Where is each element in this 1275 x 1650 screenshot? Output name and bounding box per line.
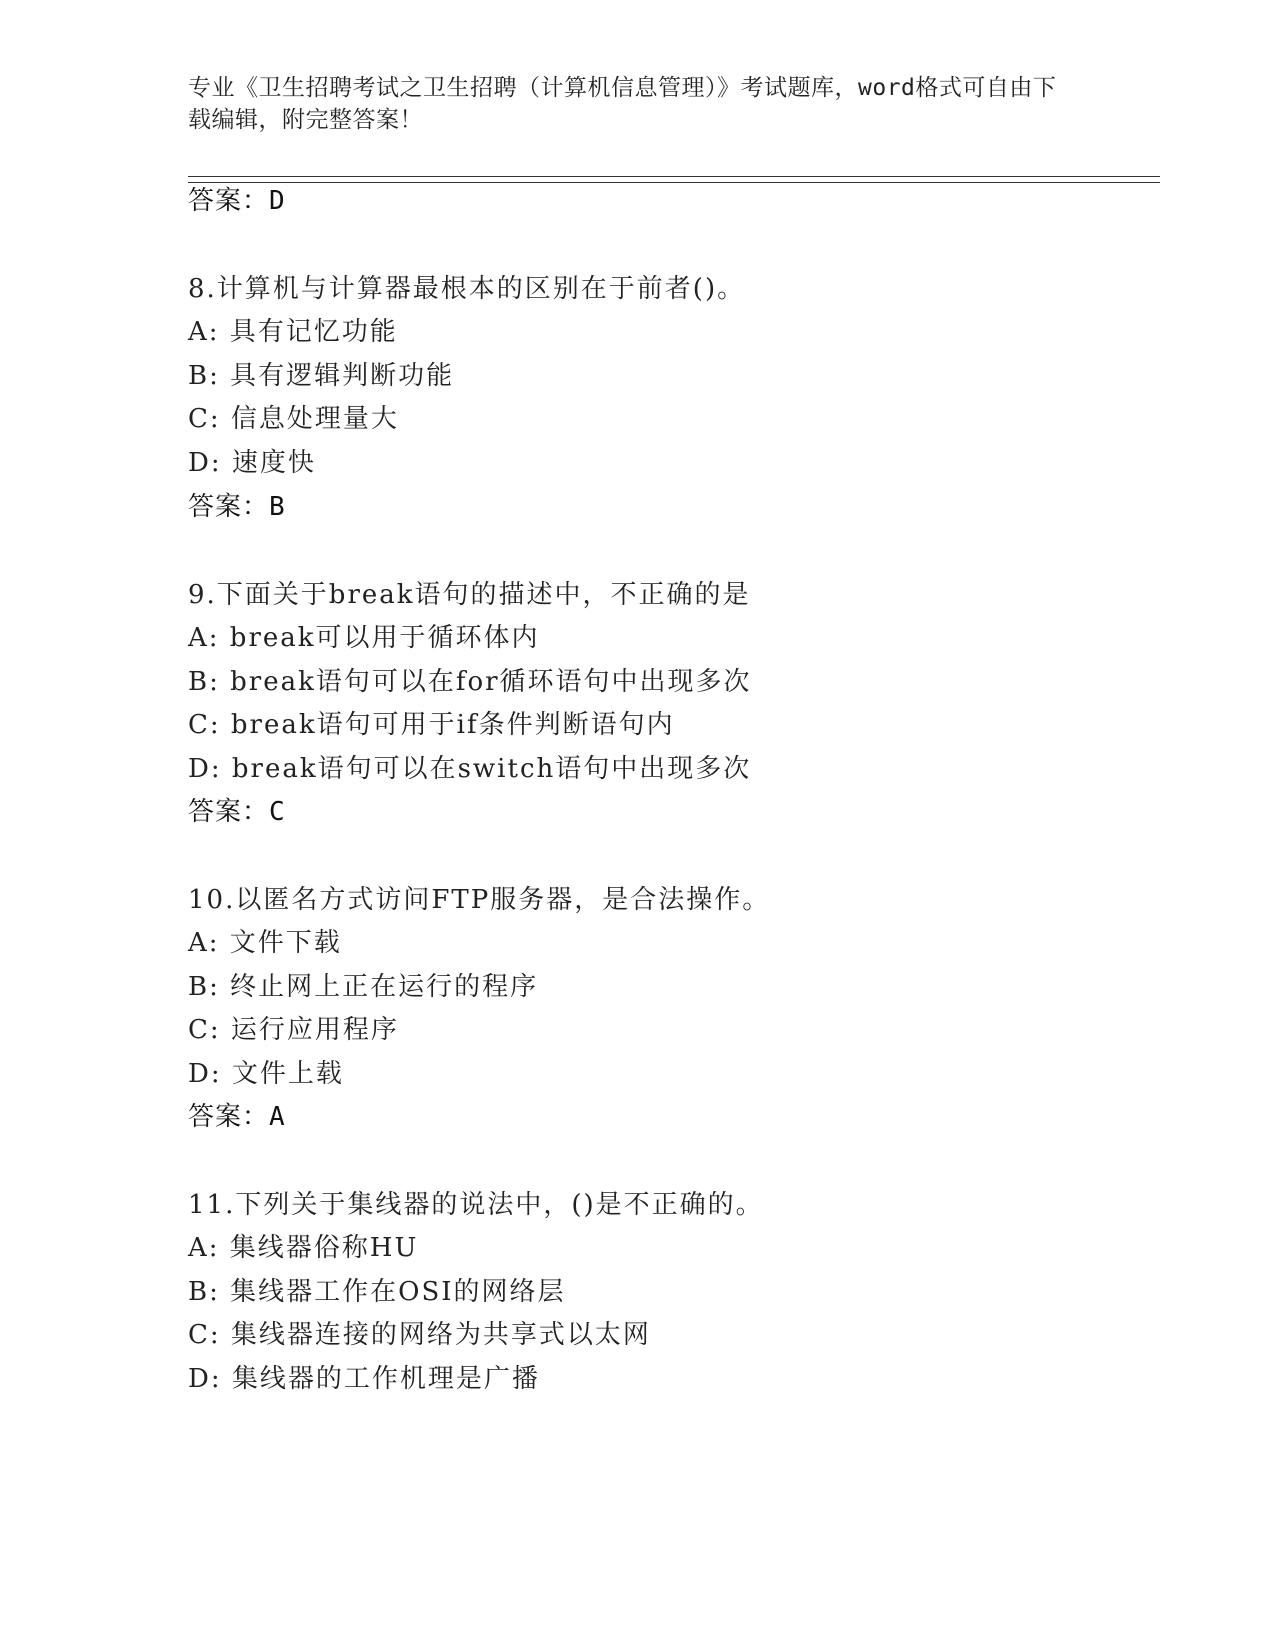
question-stem: 10.以匿名方式访问FTP服务器，是合法操作。 — [188, 885, 771, 915]
answer: 答案：C — [188, 797, 286, 827]
option-c: C: 集线器连接的网络为共享式以太网 — [188, 1320, 651, 1350]
option-a: A: 集线器俗称HU — [188, 1233, 419, 1263]
option-b: B: break语句可以在for循环语句中出现多次 — [188, 667, 752, 697]
answer-previous: 答案：D — [188, 186, 286, 216]
answer: 答案：A — [188, 1102, 286, 1132]
question-stem: 9.下面关于break语句的描述中，不正确的是 — [188, 580, 751, 610]
option-d: D: 文件上载 — [188, 1059, 344, 1089]
option-b: B: 集线器工作在OSI的网络层 — [188, 1277, 566, 1307]
option-b: B: 具有逻辑判断功能 — [188, 361, 455, 391]
option-a: A: 文件下载 — [188, 928, 342, 958]
option-d: D: break语句可以在switch语句中出现多次 — [188, 754, 752, 784]
option-a: A: 具有记忆功能 — [188, 317, 398, 347]
option-c: C: break语句可用于if条件判断语句内 — [188, 710, 675, 740]
option-a: A: break可以用于循环体内 — [188, 623, 540, 653]
header-divider-bottom — [188, 182, 1160, 183]
question-stem: 8.计算机与计算器最根本的区别在于前者()。 — [188, 274, 746, 304]
option-d: D: 集线器的工作机理是广播 — [188, 1364, 540, 1394]
option-c: C: 运行应用程序 — [188, 1015, 399, 1045]
answer: 答案：B — [188, 492, 286, 522]
option-d: D: 速度快 — [188, 448, 316, 478]
option-b: B: 终止网上正在运行的程序 — [188, 972, 539, 1002]
header-divider-top — [188, 176, 1160, 177]
option-c: C: 信息处理量大 — [188, 404, 399, 434]
question-stem: 11.下列关于集线器的说法中，()是不正确的。 — [188, 1190, 764, 1220]
document-header: 专业《卫生招聘考试之卫生招聘（计算机信息管理）》考试题库，word格式可自由下载编辑，附完整答案！ — [188, 75, 1057, 133]
